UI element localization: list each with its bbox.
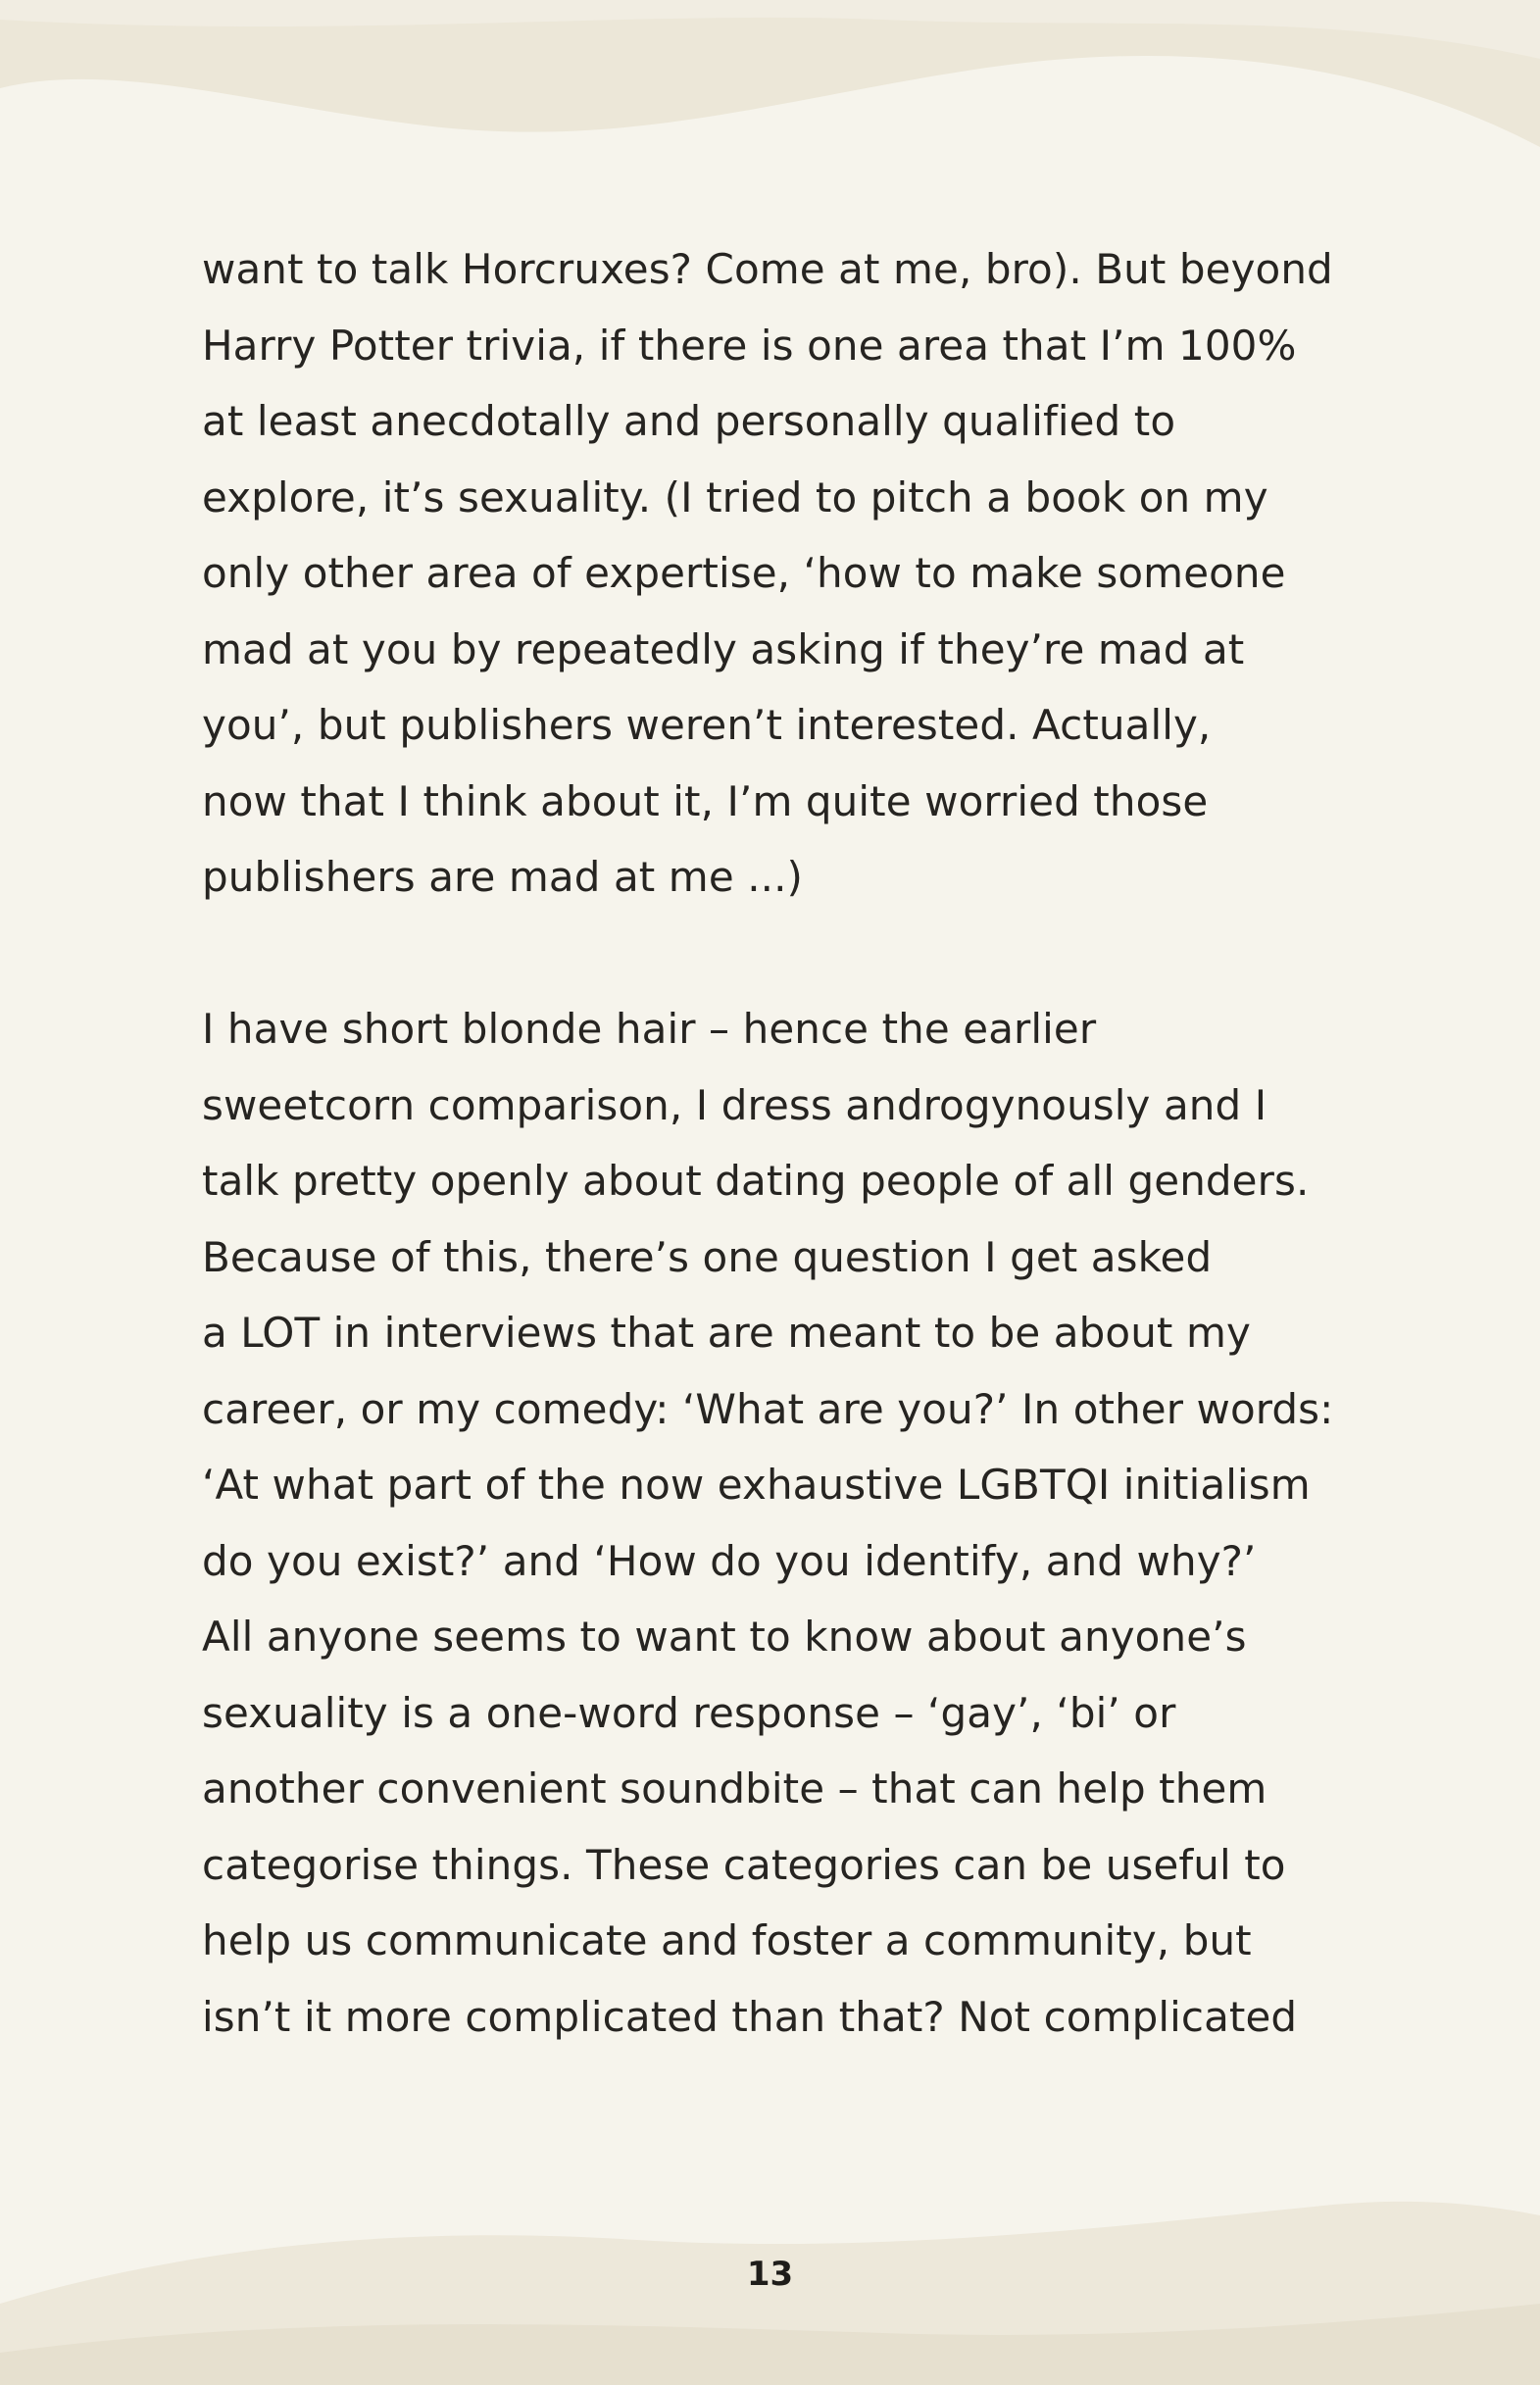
text-line: you’, but publishers weren’t interested. Actually,: [202, 701, 1212, 749]
decorative-wave-top: [0, 0, 1540, 216]
text-line: a LOT in interviews that are meant to be about my: [202, 1309, 1251, 1357]
body-text: [202, 231, 1334, 2055]
text-line: sweetcorn comparison, I dress androgynously and I: [202, 1080, 1267, 1129]
paragraph-1: [202, 231, 1333, 916]
text-line: Because of this, there’s one question I get asked: [202, 1232, 1213, 1281]
page-number: 13: [746, 2255, 794, 2294]
text-line: sexuality is a one-word response – ‘gay’, ‘bi’ or: [202, 1688, 1176, 1737]
text-line: publishers are mad at me ...): [202, 853, 804, 901]
text-line: categorise things. These categories can be useful to: [202, 1840, 1286, 1889]
text-line: mad at you by repeatedly asking if they’re mad at: [202, 624, 1245, 673]
text-line: only other area of expertise, ‘how to make someone: [202, 549, 1286, 597]
text-line: another convenient soundbite – that can help them: [202, 1764, 1267, 1813]
text-line: do you exist?’ and ‘How do you identify, and why?’: [202, 1536, 1257, 1585]
text-line: I have short blonde hair – hence the earlier: [202, 1005, 1097, 1053]
paragraph-2: [202, 991, 1334, 2055]
text-line: Harry Potter trivia, if there is one area that I’m 100%: [202, 321, 1297, 370]
text-line: help us communicate and foster a community, but: [202, 1916, 1252, 1964]
text-line: All anyone seems to want to know about anyone’s: [202, 1613, 1247, 1661]
text-line: career, or my comedy: ‘What are you?’ In other words:: [202, 1384, 1334, 1433]
text-line: want to talk Horcruxes? Come at me, bro). But beyond: [202, 245, 1333, 293]
text-line: ‘At what part of the now exhaustive LGBTQI initialism: [202, 1461, 1311, 1509]
text-line: explore, it’s sexuality. (I tried to pitch a book on my: [202, 472, 1268, 522]
text-line: talk pretty openly about dating people of all genders.: [202, 1157, 1310, 1205]
text-line: at least anecdotally and personally qualified to: [202, 397, 1176, 445]
paragraph-gap: [202, 916, 1319, 992]
text-line: isn’t it more complicated than that? Not complicated: [202, 1992, 1298, 2041]
text-line: now that I think about it, I’m quite worried those: [202, 776, 1209, 825]
